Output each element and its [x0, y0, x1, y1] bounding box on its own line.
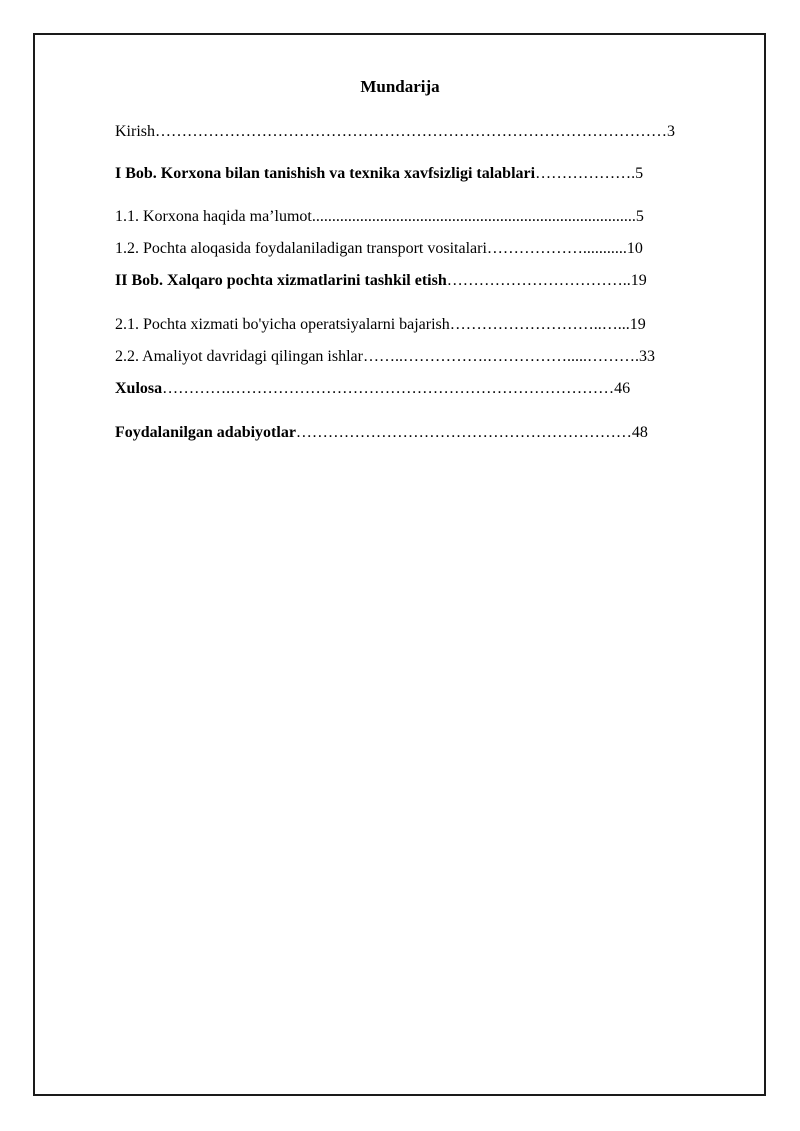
- toc-entry-label: Kirish: [115, 123, 155, 140]
- toc-entry-label: II Bob. Xalqaro pochta xizmatlarini tashkil etish: [115, 272, 447, 289]
- toc-leader: ………….………………………………………………………………: [162, 380, 615, 397]
- toc-leader: .................................................................................: [311, 208, 636, 225]
- toc-page-number: 46: [614, 380, 631, 397]
- toc-entry-1-1: [115, 207, 644, 227]
- toc-entry-label: 2.1. Pochta xizmati bo'yicha operatsiyalarni bajarish: [115, 316, 450, 333]
- toc-entry-label: Xulosa: [115, 380, 163, 397]
- toc-entry-references: [115, 423, 648, 443]
- toc-page-number: 3: [667, 123, 675, 140]
- toc-page-number: 33: [638, 348, 655, 365]
- toc-page-number: 5: [635, 208, 644, 225]
- toc-leader: ………………………………………………………: [295, 424, 632, 441]
- toc-page-number: 5: [635, 165, 644, 182]
- toc-entry-chapter-1: [115, 164, 643, 184]
- toc-entry-2-1: [115, 315, 646, 335]
- toc-entry-label: 2.2. Amaliyot davridagi qilingan ishlar: [115, 348, 363, 365]
- toc-leader: ……………………………………………………………………………………: [155, 123, 667, 140]
- page-border: [33, 33, 766, 1096]
- toc-leader: ………………...........: [486, 240, 627, 257]
- toc-entry-label: 1.1. Korxona haqida ma’lumot: [115, 208, 312, 225]
- toc-page-number: 19: [630, 272, 647, 289]
- toc-page-number: 48: [631, 424, 648, 441]
- toc-entry-xulosa: [115, 379, 630, 399]
- toc-leader: ……..…………….…………….....……….: [362, 348, 639, 365]
- toc-entry-1-2: [115, 239, 643, 259]
- toc-entry-label: 1.2. Pochta aloqasida foydalaniladigan transport vositalari: [115, 240, 487, 257]
- toc-entry-label: Foydalanilgan adabiyotlar: [115, 424, 296, 441]
- toc-title: Mundarija: [360, 77, 440, 96]
- toc-entry-label: I Bob. Korxona bilan tanishish va texnika xavfsizligi talablari: [115, 165, 536, 182]
- toc-leader: ……………….: [535, 165, 636, 182]
- toc-page-number: 10: [626, 240, 643, 257]
- toc-leader: ………………………..…...: [449, 316, 630, 333]
- toc-leader: ……………………………..: [446, 272, 631, 289]
- toc-entry-chapter-2: [115, 271, 647, 291]
- toc-entry-kirish: [115, 122, 675, 142]
- toc-entry-2-2: [115, 347, 655, 367]
- toc-page-number: 19: [629, 316, 646, 333]
